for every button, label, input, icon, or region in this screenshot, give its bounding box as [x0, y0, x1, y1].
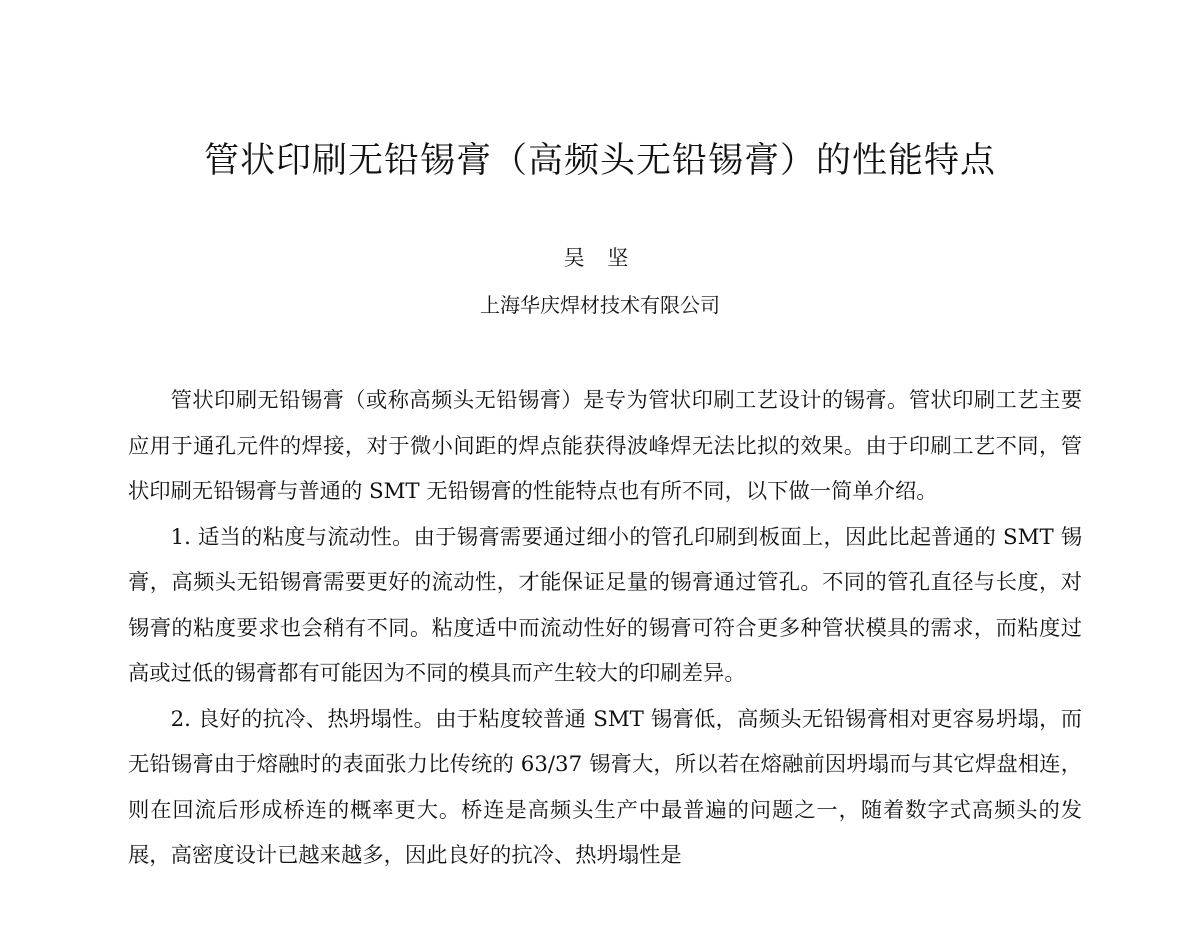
paragraph-point-2: 2. 良好的抗冷、热坍塌性。由于粘度较普通 SMT 锡膏低，高频头无铅锡膏相对更容易坍塌，而无铅锡膏由于熔融时的表面张力比传统的 63/37 锡膏大，所以若在熔融前因坍塌而与其它焊盘相连，则在回流后形成桥连的概率更大。桥连是高频头生产中最普遍的问题之一，随着数字式高频头的发展，高密度设计已越来越多，因此良好的抗冷、热坍塌性是	[128, 706, 1082, 868]
author-name: 吴 坚	[563, 246, 637, 270]
author-affiliation: 上海华庆焊材技术有限公司	[480, 293, 720, 317]
paragraph-point-1: 1. 适当的粘度与流动性。由于锡膏需要通过细小的管孔印刷到板面上，因此比起普通的 SMT 锡膏，高频头无铅锡膏需要更好的流动性，才能保证足量的锡膏通过管孔。不同的管孔直径与长度，对锡膏的粘度要求也会稍有不同。粘度适中而流动性好的锡膏可符合更多种管状模具的需求，而粘度过高或过低的锡膏都有可能因为不同的模具而产生较大的印刷差异。	[128, 524, 1082, 686]
document-body	[128, 378, 1082, 879]
document-title: 管状印刷无铅锡膏（高频头无铅锡膏）的性能特点	[203, 141, 996, 181]
paragraph-intro: 管状印刷无铅锡膏（或称高频头无铅锡膏）是专为管状印刷工艺设计的锡膏。管状印刷工艺主要应用于通孔元件的焊接，对于微小间距的焊点能获得波峰焊无法比拟的效果。由于印刷工艺不同，管状印刷无铅锡膏与普通的 SMT 无铅锡膏的性能特点也有所不同，以下做一简单介绍。	[128, 388, 1082, 504]
